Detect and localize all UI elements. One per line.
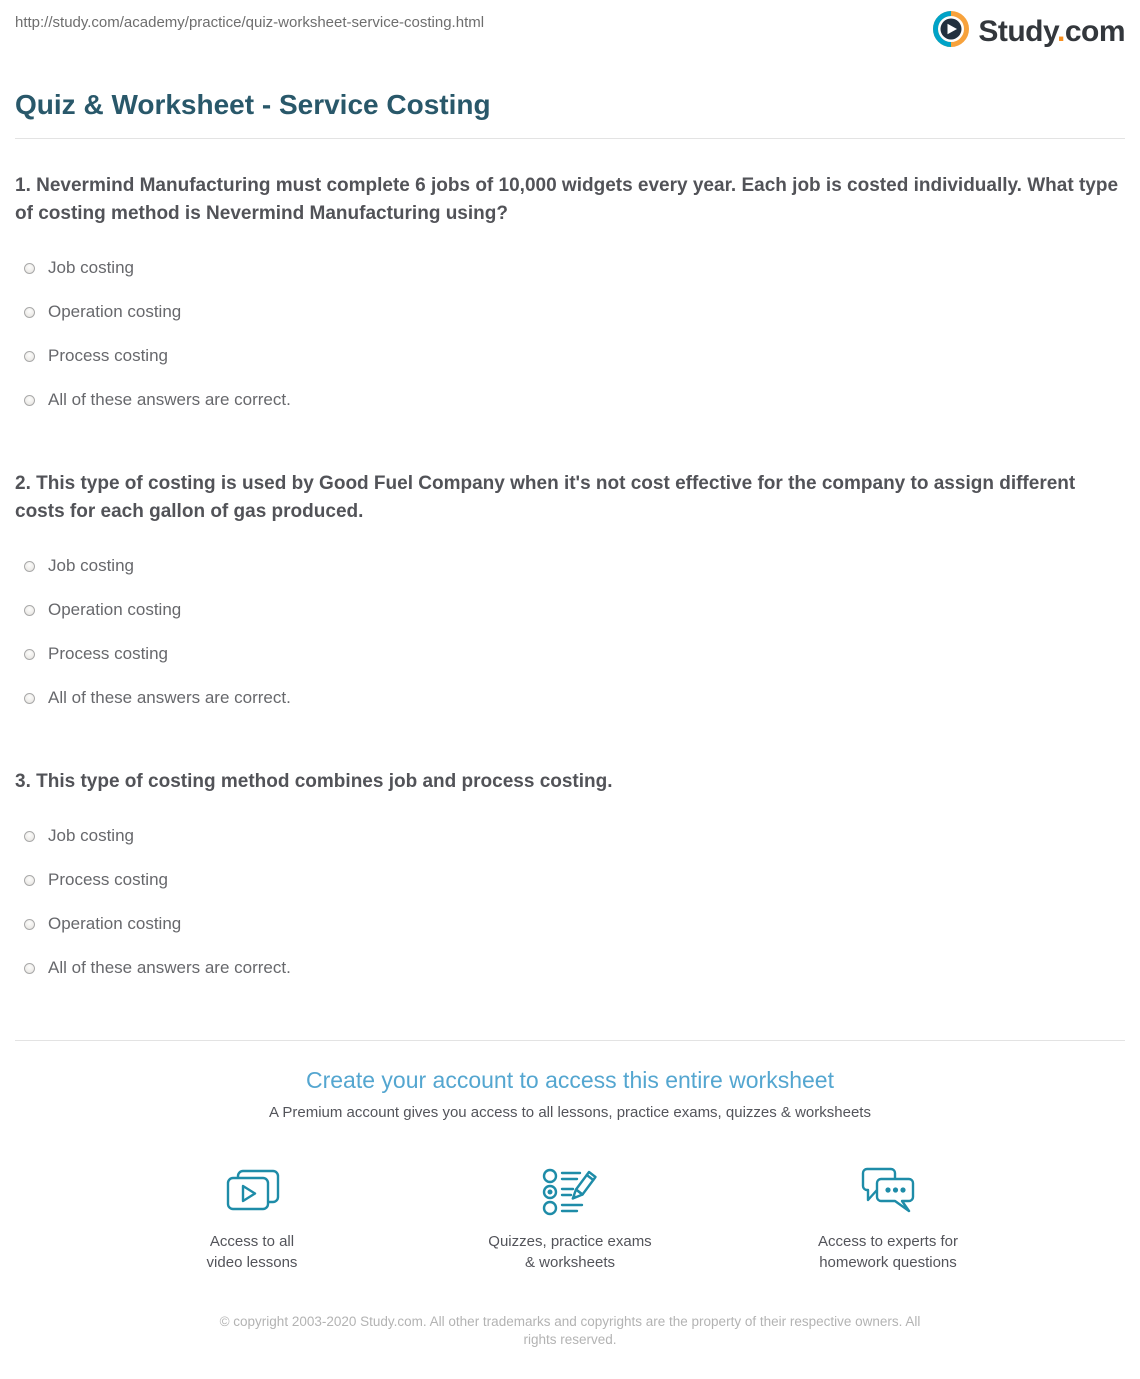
option-label[interactable]: Process costing [48, 346, 168, 365]
option-label[interactable]: Process costing [48, 644, 168, 663]
option-label[interactable]: All of these answers are correct. [48, 390, 291, 409]
option-label[interactable]: Job costing [48, 258, 134, 277]
studycom-play-icon [932, 10, 970, 53]
radio-button[interactable] [24, 263, 35, 274]
page-header [15, 0, 1125, 53]
radio-button[interactable] [24, 395, 35, 406]
q2-option-job-costing[interactable] [15, 544, 1125, 588]
question-2 [15, 470, 1125, 720]
q2-option-process-costing[interactable] [15, 632, 1125, 676]
option-label[interactable]: All of these answers are correct. [48, 688, 291, 707]
create-account-link[interactable]: Create your account to access this entire worksheet [306, 1067, 834, 1093]
option-label[interactable]: Process costing [48, 870, 168, 889]
option-label[interactable]: Operation costing [48, 600, 182, 619]
q2-option-all-correct[interactable] [15, 676, 1125, 720]
radio-button[interactable] [24, 605, 35, 616]
premium-account-subtext: A Premium account gives you access to all lessons, practice exams, quizzes & worksheets [269, 1104, 871, 1121]
q2-option-operation-costing[interactable] [15, 588, 1125, 632]
expert-chat-icon [788, 1161, 988, 1223]
question-3-text: 3. This type of costing method combines job and process costing. [15, 771, 613, 792]
radio-button[interactable] [24, 561, 35, 572]
question-1 [15, 172, 1125, 422]
q3-option-operation-costing[interactable] [15, 902, 1125, 946]
question-3 [15, 768, 1125, 990]
q1-option-process-costing[interactable] [15, 334, 1125, 378]
option-label[interactable]: Operation costing [48, 914, 182, 933]
radio-button[interactable] [24, 649, 35, 660]
q1-option-operation-costing[interactable] [15, 290, 1125, 334]
studycom-logo-text: Study.com [978, 14, 1125, 48]
q3-option-all-correct[interactable] [15, 946, 1125, 990]
option-label[interactable]: All of these answers are correct. [48, 958, 291, 977]
question-1-options [15, 246, 1125, 422]
radio-button[interactable] [24, 963, 35, 974]
feature-label: Quizzes, practice exams & worksheets [488, 1233, 652, 1271]
page-footer [15, 1313, 1125, 1379]
page-title: Quiz & Worksheet - Service Costing [15, 89, 491, 120]
page-url: http://study.com/academy/practice/quiz-worksheet-service-costing.html [15, 14, 485, 31]
radio-button[interactable] [24, 919, 35, 930]
option-label[interactable]: Job costing [48, 556, 134, 575]
radio-button[interactable] [24, 875, 35, 886]
q3-option-job-costing[interactable] [15, 814, 1125, 858]
studycom-logo[interactable] [932, 10, 1125, 53]
title-divider [15, 138, 1125, 139]
option-label[interactable]: Operation costing [48, 302, 182, 321]
q1-option-all-correct[interactable] [15, 378, 1125, 422]
question-1-text: 1. Nevermind Manufacturing must complete 6 jobs of 10,000 widgets every year. Each job is costed individually. What type of costing method is Nevermind Manufacturing using? [15, 175, 1119, 224]
feature-expert-help [788, 1161, 988, 1273]
feature-video-lessons [152, 1161, 352, 1273]
radio-button[interactable] [24, 351, 35, 362]
copyright-text: © copyright 2003-2020 Study.com. All other trademarks and copyrights are the property of their respective owners. All rights reserved. [219, 1314, 921, 1347]
q1-option-job-costing[interactable] [15, 246, 1125, 290]
radio-button[interactable] [24, 307, 35, 318]
option-label[interactable]: Job costing [48, 826, 134, 845]
radio-button[interactable] [24, 831, 35, 842]
question-3-options [15, 814, 1125, 990]
video-lessons-icon [152, 1161, 352, 1223]
cta-divider [15, 1040, 1125, 1041]
question-2-text: 2. This type of costing is used by Good Fuel Company when it's not cost effective for the company to assign different costs for each gallon of gas produced. [15, 473, 1076, 522]
radio-button[interactable] [24, 693, 35, 704]
feature-list [15, 1161, 1125, 1273]
cta-section [15, 1067, 1125, 1273]
feature-label: Access to all video lessons [206, 1233, 298, 1271]
q3-option-process-costing[interactable] [15, 858, 1125, 902]
quizzes-worksheets-icon [470, 1161, 670, 1223]
question-2-options [15, 544, 1125, 720]
feature-label: Access to experts for homework questions [817, 1233, 959, 1271]
feature-quizzes-worksheets [470, 1161, 670, 1273]
